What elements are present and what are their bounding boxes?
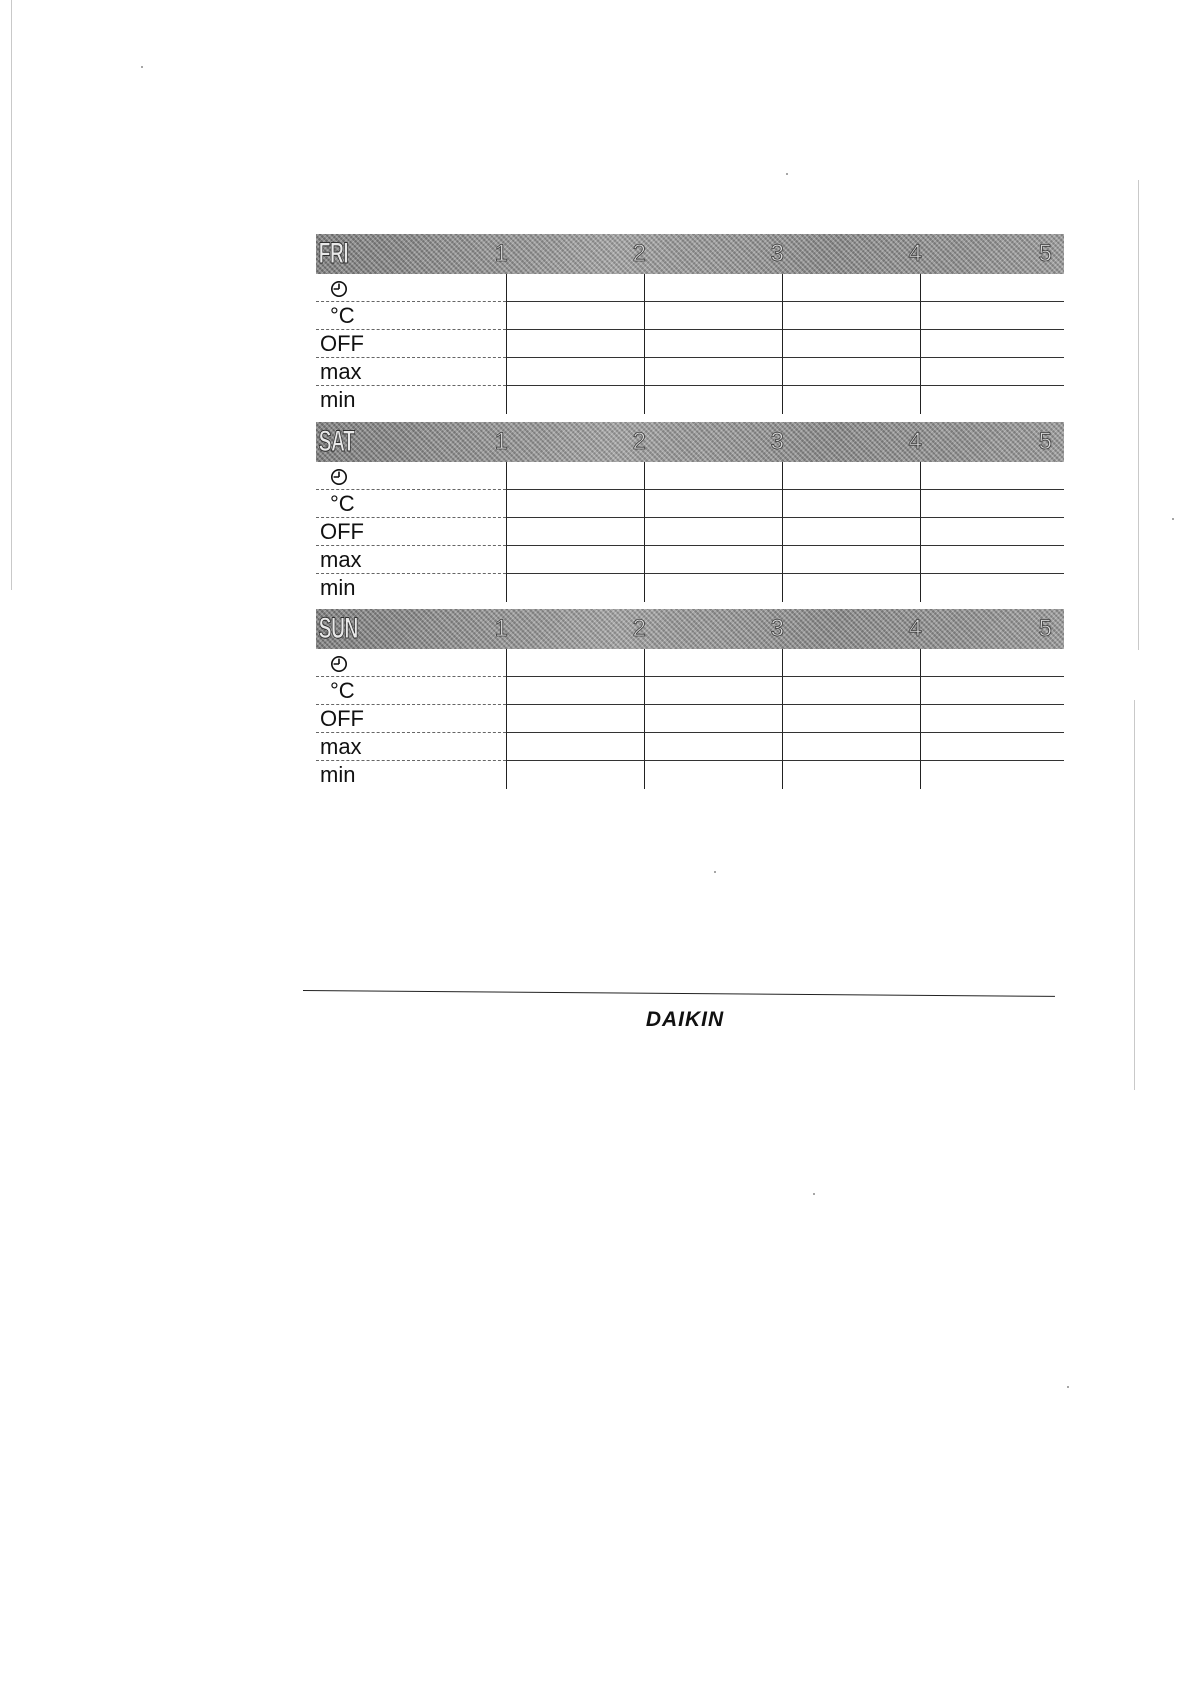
off-cell[interactable] — [506, 330, 644, 358]
min-cell[interactable] — [506, 761, 644, 789]
max-cell[interactable] — [782, 546, 920, 574]
row-label-max: max — [316, 546, 506, 574]
scan-edge-right — [1138, 180, 1139, 650]
scan-speck — [1172, 518, 1174, 520]
temperature-cell[interactable] — [920, 677, 1064, 705]
day-header — [316, 609, 1064, 649]
temperature-cell[interactable] — [644, 677, 782, 705]
off-cell[interactable] — [782, 705, 920, 733]
column-number: 1 — [494, 615, 508, 642]
column-number: 3 — [770, 615, 784, 642]
column-number: 3 — [770, 428, 784, 455]
row-label-time — [316, 649, 506, 677]
temperature-cell[interactable] — [506, 490, 644, 518]
row-label-min: min — [320, 762, 356, 787]
row-label-min: min — [320, 575, 356, 600]
temperature-cell[interactable] — [920, 302, 1064, 330]
scan-speck — [813, 1193, 815, 1195]
row-label-off: OFF — [316, 705, 506, 733]
max-cell[interactable] — [782, 358, 920, 386]
temperature-cell[interactable] — [506, 302, 644, 330]
time-cell[interactable] — [644, 649, 782, 677]
off-cell[interactable] — [920, 518, 1064, 546]
off-cell[interactable] — [644, 705, 782, 733]
row-label-time — [316, 462, 506, 490]
temperature-cell[interactable] — [782, 302, 920, 330]
scan-edge-left — [11, 0, 12, 590]
column-number: 1 — [494, 428, 508, 455]
temperature-cell[interactable] — [782, 490, 920, 518]
max-cell[interactable] — [644, 733, 782, 761]
scan-speck — [1067, 1386, 1069, 1388]
time-cell[interactable] — [920, 274, 1064, 302]
time-cell[interactable] — [920, 462, 1064, 490]
max-cell[interactable] — [506, 358, 644, 386]
brand-logo: DAIKIN — [645, 1008, 725, 1031]
temperature-cell[interactable] — [644, 302, 782, 330]
off-cell[interactable] — [644, 518, 782, 546]
row-label-celsius: °C — [316, 302, 506, 330]
off-cell[interactable] — [920, 330, 1064, 358]
off-cell[interactable] — [506, 518, 644, 546]
schedule-grid — [316, 649, 1064, 789]
row-label-time — [316, 274, 506, 302]
row-label-max: max — [316, 733, 506, 761]
column-number: 5 — [1038, 615, 1052, 642]
schedule-fri — [316, 234, 1064, 414]
min-cell[interactable] — [920, 574, 1064, 602]
schedule-grid — [316, 274, 1064, 414]
min-cell[interactable] — [644, 386, 782, 414]
max-cell[interactable] — [506, 546, 644, 574]
time-cell[interactable] — [506, 649, 644, 677]
row-label-max: max — [316, 358, 506, 386]
scan-edge-right-lower — [1134, 700, 1135, 1090]
time-cell[interactable] — [782, 274, 920, 302]
column-number: 4 — [908, 428, 922, 455]
footer-divider — [303, 990, 1055, 997]
temperature-cell[interactable] — [506, 677, 644, 705]
off-cell[interactable] — [782, 330, 920, 358]
row-label-celsius: °C — [316, 490, 506, 518]
off-cell[interactable] — [644, 330, 782, 358]
column-number: 5 — [1038, 240, 1052, 267]
temperature-cell[interactable] — [920, 490, 1064, 518]
min-cell[interactable] — [644, 761, 782, 789]
column-number: 3 — [770, 240, 784, 267]
column-number: 4 — [908, 615, 922, 642]
min-cell[interactable] — [506, 386, 644, 414]
off-cell[interactable] — [782, 518, 920, 546]
clock-icon — [330, 655, 348, 673]
off-cell[interactable] — [920, 705, 1064, 733]
max-cell[interactable] — [920, 358, 1064, 386]
day-header — [316, 234, 1064, 274]
time-cell[interactable] — [782, 649, 920, 677]
max-cell[interactable] — [920, 733, 1064, 761]
time-cell[interactable] — [920, 649, 1064, 677]
day-label: SAT — [318, 425, 355, 458]
max-cell[interactable] — [644, 358, 782, 386]
time-cell[interactable] — [506, 274, 644, 302]
clock-icon — [330, 280, 348, 298]
max-cell[interactable] — [782, 733, 920, 761]
schedule-sat — [316, 422, 1064, 602]
time-cell[interactable] — [506, 462, 644, 490]
max-cell[interactable] — [644, 546, 782, 574]
column-number: 4 — [908, 240, 922, 267]
schedule-grid — [316, 462, 1064, 602]
day-label: SUN — [318, 612, 358, 645]
row-label-min: min — [320, 387, 356, 412]
scan-speck — [141, 66, 143, 68]
time-cell[interactable] — [782, 462, 920, 490]
temperature-cell[interactable] — [644, 490, 782, 518]
max-cell[interactable] — [506, 733, 644, 761]
row-label-off: OFF — [316, 330, 506, 358]
off-cell[interactable] — [506, 705, 644, 733]
schedule-sun — [316, 609, 1064, 789]
day-label: FRI — [318, 237, 349, 270]
column-number: 2 — [632, 428, 646, 455]
min-cell[interactable] — [644, 574, 782, 602]
min-cell[interactable] — [506, 574, 644, 602]
column-number: 5 — [1038, 428, 1052, 455]
column-number: 1 — [494, 240, 508, 267]
column-number: 2 — [632, 240, 646, 267]
row-label-celsius: °C — [316, 677, 506, 705]
min-cell[interactable] — [920, 761, 1064, 789]
day-header — [316, 422, 1064, 462]
min-cell[interactable] — [782, 761, 920, 789]
min-cell[interactable] — [920, 386, 1064, 414]
time-cell[interactable] — [644, 274, 782, 302]
row-label-off: OFF — [316, 518, 506, 546]
scan-speck — [786, 173, 788, 175]
min-cell[interactable] — [782, 574, 920, 602]
time-cell[interactable] — [644, 462, 782, 490]
scan-speck — [714, 871, 716, 873]
temperature-cell[interactable] — [782, 677, 920, 705]
min-cell[interactable] — [782, 386, 920, 414]
clock-icon — [330, 468, 348, 486]
max-cell[interactable] — [920, 546, 1064, 574]
column-number: 2 — [632, 615, 646, 642]
